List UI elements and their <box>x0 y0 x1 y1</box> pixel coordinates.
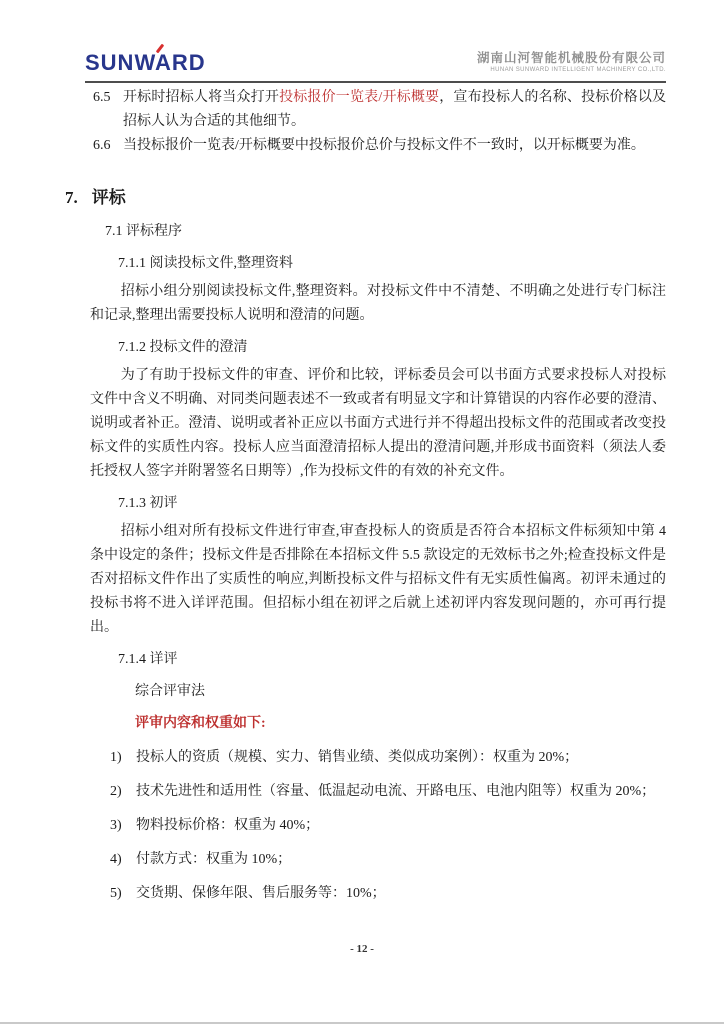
weight-item-text: 投标人的资质（规模、实力、销售业绩、类似成功案例）：权重为 20%； <box>136 750 579 765</box>
clause-number: 6.6 <box>93 138 111 153</box>
weight-item-text: 交货期、保修年限、售后服务等：10%； <box>136 886 386 901</box>
weights-heading: 评审内容和权重如下: <box>135 716 266 731</box>
weight-item-4 <box>110 848 666 872</box>
weight-item-text: 技术先进性和适用性（容量、低温起动电流、开路电压、电池内阻等）权重为 20%； <box>136 784 656 799</box>
page-number: - 12 - <box>350 943 374 955</box>
weight-item-text: 付款方式：权重为 10%； <box>136 852 292 867</box>
heading-7-1-1: 7.1.1 阅读投标文件,整理资料 <box>118 256 293 271</box>
clause-text-highlight: 投标报价一览表/开标概要 <box>279 90 440 105</box>
weight-item-5 <box>110 882 666 906</box>
logo-text: SUNWARD <box>85 50 206 75</box>
clause-text-pre: 开标时招标人将当众打开 <box>123 90 280 105</box>
weight-item-number: 1) <box>110 750 122 765</box>
paragraph-7-1-3: 招标小组对所有投标文件进行审查,审查投标人的资质是否符合本招标文件标须知中第 4 条中设定的条件；投标文件是否排除在本招标文件 5.5 款设定的无效标书之外;检查投标文件是否对招标文件作出了实质性的响应,判断投标文件与招标文件有无实质性偏离。初评未通过的投标书将不进入详评范围。但招标小组在初评之后就上述初评内容发现问题的，亦可再行提出。 <box>90 524 666 635</box>
paragraph-7-1-2: 为了有助于投标文件的审查、评价和比较，评标委员会可以书面方式要求投标人对投标文件中含义不明确、对同类问题表述不一致或者有明显文字和计算错误的内容作必要的澄清、说明或者补正。澄清、说明或者补正应以书面方式进行并不得超出投标文件的范围或者改变投标文件的实质性内容。投标人应当面澄清招标人提出的澄清问题,并形成书面资料（须法人委托授权人签字并附署签名日期等）,作为投标文件的有效的补充文件。 <box>90 368 666 479</box>
company-name-en: HUNAN SUNWARD INTELLIGENT MACHINERY CO.,LTD. <box>490 66 666 73</box>
section-title: 评标 <box>91 188 126 207</box>
clause-6-5 <box>93 86 666 134</box>
section-number: 7. <box>65 188 78 207</box>
evaluation-method-label: 综合评审法 <box>135 684 205 699</box>
paragraph-7-1-1: 招标小组分别阅读投标文件,整理资料。对投标文件中不清楚、不明确之处进行专门标注和记录,整理出需要投标人说明和澄清的问题。 <box>90 284 666 323</box>
clause-text <box>123 86 666 134</box>
sunward-logo <box>85 46 206 74</box>
weight-item-text: 物料投标价格：权重为 40%； <box>136 818 320 833</box>
heading-7-1: 7.1 评标程序 <box>105 224 182 239</box>
weight-item-number: 5) <box>110 886 122 901</box>
section-7-heading <box>65 184 666 212</box>
weight-item-number: 2) <box>110 784 122 799</box>
clause-6-6 <box>93 134 666 158</box>
heading-7-1-3: 7.1.3 初评 <box>118 496 178 511</box>
weight-item-1 <box>110 746 666 770</box>
weight-item-number: 4) <box>110 852 122 867</box>
page-header <box>85 46 666 83</box>
clause-text: 当投标报价一览表/开标概要中投标报价总价与投标文件不一致时，以开标概要为准。 <box>123 138 645 153</box>
weight-item-3 <box>110 814 666 838</box>
weight-item-number: 3) <box>110 818 122 833</box>
clause-number: 6.5 <box>93 90 111 105</box>
heading-7-1-2: 7.1.2 投标文件的澄清 <box>118 340 248 355</box>
document-body <box>60 86 666 906</box>
company-name-block <box>477 51 666 74</box>
company-name-cn: 湖南山河智能机械股份有限公司 <box>476 50 666 65</box>
heading-7-1-4: 7.1.4 详评 <box>118 652 178 667</box>
clause-text-post: ，宣布投标人的名称、投标价格以及招标人认为合适的其他细节。 <box>123 90 667 129</box>
weight-item-2 <box>110 780 666 804</box>
